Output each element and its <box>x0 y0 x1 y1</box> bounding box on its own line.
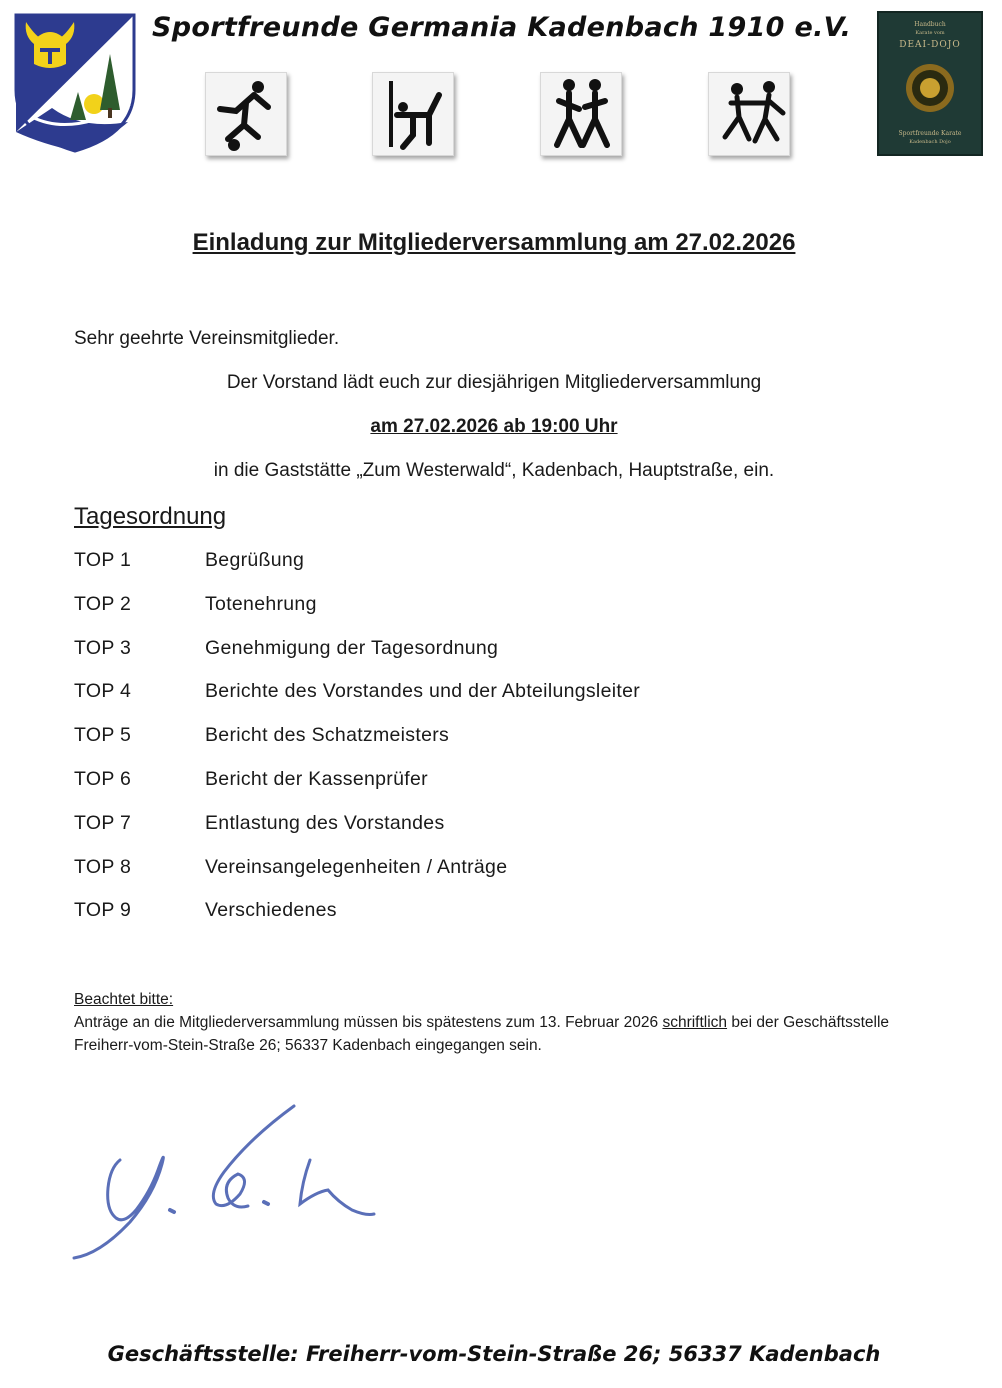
agenda-number: TOP 2 <box>74 592 132 615</box>
karate-icon <box>708 72 790 156</box>
book-line-4: Sportfreunde Karate <box>898 130 962 137</box>
book-line-5: Kadenbach Dojo <box>909 139 951 145</box>
agenda-text: Verschiedenes <box>205 899 337 922</box>
location-line: in die Gaststätte „Zum Westerwald“, Kadenbach, Hauptstraße, ein. <box>213 460 775 481</box>
salutation: Sehr geehrte Vereinsmitglieder. <box>74 328 340 349</box>
agenda-text: Bericht des Schatzmeisters <box>205 724 450 747</box>
note-text-part2: bei der Geschäftsstelle Freiherr-vom-Stein-Straße 26; 56337 Kadenbach eingegangen sein. <box>74 1014 890 1054</box>
book-line-1: Handbuch <box>914 21 946 28</box>
agenda-number: TOP 9 <box>74 899 132 922</box>
agenda-item <box>74 724 774 768</box>
meeting-date-line <box>0 416 988 438</box>
book-line-2: Karate vom <box>915 30 945 36</box>
page-title: Einladung zur Mitgliederversammlung am 27.02.2026 <box>192 229 796 256</box>
agenda-item <box>74 856 774 900</box>
agenda-text: Vereinsangelegenheiten / Anträge <box>205 855 508 878</box>
meeting-date: am 27.02.2026 ab 19:00 Uhr <box>370 416 618 437</box>
note-text-part1: Anträge an die Mitgliederversammlung müssen bis spätestens zum 13. Februar 2026 <box>74 1014 663 1031</box>
note-label: Beachtet bitte: <box>74 991 174 1008</box>
club-crest-logo <box>12 12 138 154</box>
club-name: Sportfreunde Germania Kadenbach 1910 e.V. <box>152 12 852 43</box>
agenda-text: Genehmigung der Tagesordnung <box>205 636 499 659</box>
agenda-number: TOP 4 <box>74 680 132 703</box>
agenda-number: TOP 6 <box>74 767 132 790</box>
agenda-item <box>74 593 774 637</box>
soccer-player-icon <box>205 72 287 156</box>
agenda-number: TOP 8 <box>74 855 132 878</box>
dojo-book-cover <box>877 11 983 156</box>
agenda-list <box>74 549 774 943</box>
agenda-number: TOP 7 <box>74 811 132 834</box>
agenda-text: Entlastung des Vorstandes <box>205 811 445 834</box>
agenda-item <box>74 637 774 681</box>
agenda-number: TOP 3 <box>74 636 132 659</box>
signature <box>70 1098 380 1263</box>
agenda-text: Totenehrung <box>205 592 317 615</box>
hiking-icon <box>540 72 622 156</box>
agenda-item <box>74 549 774 593</box>
footer-address: Geschäftsstelle: Freiherr-vom-Stein-Straße 26; 56337 Kadenbach <box>107 1342 881 1366</box>
book-title: DEAI-DOJO <box>899 40 961 50</box>
agenda-number: TOP 1 <box>74 549 132 571</box>
note-text <box>74 1011 944 1057</box>
note-block <box>74 988 944 1057</box>
gymnastics-icon <box>372 72 454 156</box>
agenda-item <box>74 680 774 724</box>
book-emblem-icon <box>900 58 960 118</box>
agenda-text: Bericht der Kassenprüfer <box>205 767 428 790</box>
note-emphasis: schriftlich <box>662 1014 728 1031</box>
agenda-item <box>74 812 774 856</box>
agenda-text: Berichte des Vorstandes und der Abteilungsleiter <box>205 680 641 703</box>
agenda-title: Tagesordnung <box>74 503 227 530</box>
agenda-item <box>74 768 774 812</box>
agenda-item <box>74 899 774 943</box>
agenda-text: Begrüßung <box>205 549 305 571</box>
invite-line: Der Vorstand lädt euch zur diesjährigen Mitgliederversammlung <box>226 372 762 393</box>
agenda-number: TOP 5 <box>74 724 132 747</box>
